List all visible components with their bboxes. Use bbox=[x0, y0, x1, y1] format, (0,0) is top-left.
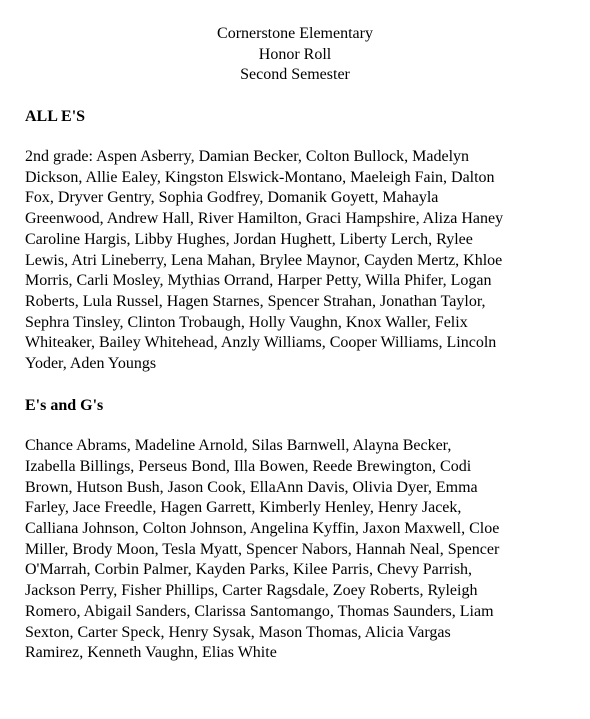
name-line: Farley, Jace Freedle, Hagen Garrett, Kimberly Henley, Henry Jacek, bbox=[25, 499, 462, 517]
document-page bbox=[25, 24, 565, 664]
name-line: 2nd grade: Aspen Asberry, Damian Becker, Colton Bullock, Madelyn bbox=[25, 148, 470, 165]
name-list bbox=[25, 147, 565, 375]
section-all-es bbox=[25, 107, 565, 375]
name-line: Chance Abrams, Madeline Arnold, Silas Barnwell, Alayna Becker, bbox=[25, 437, 452, 455]
name-line: Greenwood, Andrew Hall, River Hamilton, Graci Hampshire, Aliza Haney bbox=[25, 210, 504, 228]
name-line: Lewis, Atri Lineberry, Lena Mahan, Brylee Maynor, Cayden Mertz, Khloe bbox=[25, 251, 503, 269]
name-line: Whiteaker, Bailey Whitehead, Anzly Williams, Cooper Williams, Lincoln bbox=[25, 334, 497, 352]
name-line: O'Marrah, Corbin Palmer, Kayden Parks, Kilee Parris, Chevy Parrish, bbox=[25, 561, 473, 579]
document-title: Honor Roll bbox=[258, 45, 332, 63]
name-line: Brown, Hutson Bush, Jason Cook, EllaAnn Davis, Olivia Dyer, Emma bbox=[25, 478, 478, 496]
name-line: Sexton, Carter Speck, Henry Sysak, Mason Thomas, Alicia Vargas bbox=[25, 623, 451, 641]
name-line: Morris, Carli Mosley, Mythias Orrand, Harper Petty, Willa Phifer, Logan bbox=[25, 272, 492, 290]
name-line: Ramirez, Kenneth Vaughn, Elias White bbox=[25, 644, 277, 662]
name-list bbox=[25, 436, 565, 664]
section-heading: ALL E'S bbox=[25, 107, 86, 125]
name-line: Caroline Hargis, Libby Hughes, Jordan Hughett, Liberty Lerch, Rylee bbox=[25, 230, 473, 248]
name-line: Miller, Brody Moon, Tesla Myatt, Spencer Nabors, Hannah Neal, Spencer bbox=[25, 540, 500, 558]
document-header bbox=[25, 24, 565, 86]
name-line: Romero, Abigail Sanders, Clarissa Santomango, Thomas Saunders, Liam bbox=[25, 602, 494, 620]
name-line: Sephra Tinsley, Clinton Trobaugh, Holly Vaughn, Knox Waller, Felix bbox=[25, 313, 468, 331]
school-name: Cornerstone Elementary bbox=[217, 25, 373, 42]
section-es-and-gs bbox=[25, 396, 565, 664]
name-line: Dickson, Allie Ealey, Kingston Elswick-Montano, Maeleigh Fain, Dalton bbox=[25, 168, 495, 186]
name-line: Yoder, Aden Youngs bbox=[25, 355, 157, 373]
name-line: Calliana Johnson, Colton Johnson, Angelina Kyffin, Jaxon Maxwell, Cloe bbox=[25, 520, 500, 538]
term-label: Second Semester bbox=[240, 66, 350, 83]
name-line: Izabella Billings, Perseus Bond, Illa Bowen, Reede Brewington, Codi bbox=[25, 457, 472, 475]
name-line: Fox, Dryver Gentry, Sophia Godfrey, Domanik Goyett, Mahayla bbox=[25, 189, 439, 207]
section-heading: E's and G's bbox=[25, 396, 104, 414]
name-line: Roberts, Lula Russel, Hagen Starnes, Spencer Strahan, Jonathan Taylor, bbox=[25, 292, 486, 310]
name-line: Jackson Perry, Fisher Phillips, Carter Ragsdale, Zoey Roberts, Ryleigh bbox=[25, 582, 478, 600]
